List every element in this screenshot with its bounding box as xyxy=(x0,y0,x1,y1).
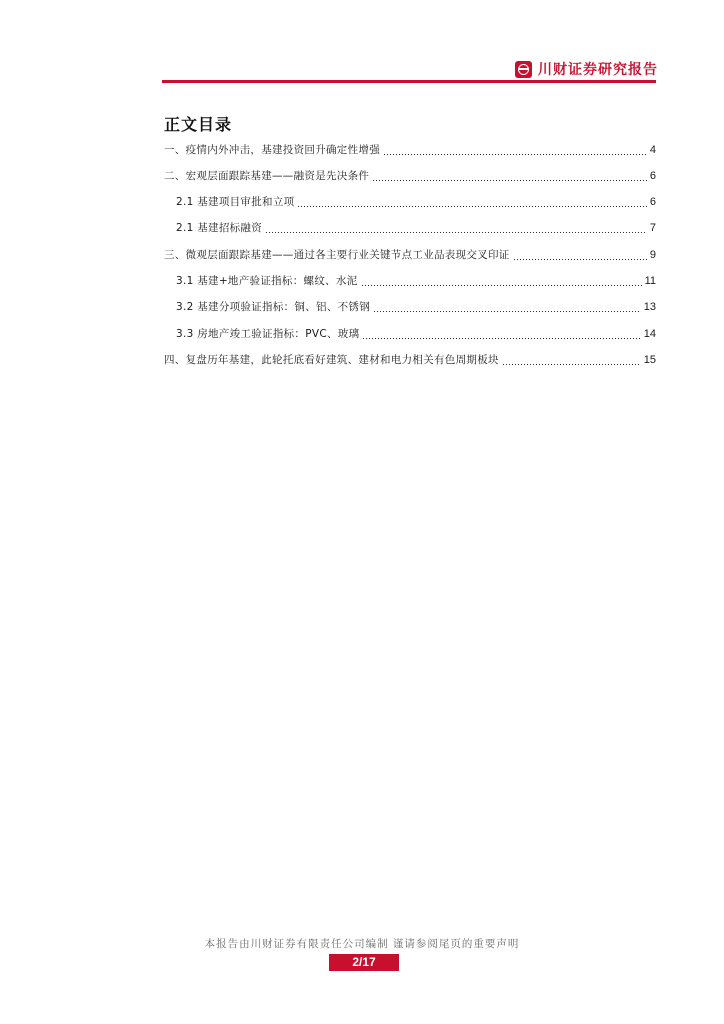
toc-entry-page: 7 xyxy=(649,222,656,234)
toc-entry-text: 3.2 基建分项验证指标：铜、铝、不锈钢 xyxy=(176,301,371,313)
toc-title: 正文目录 xyxy=(164,115,233,134)
toc-entry-text: 2.1 基建项目审批和立项 xyxy=(176,196,295,208)
toc-entry-3-1[interactable] xyxy=(176,273,656,289)
toc-leader-dots xyxy=(362,326,640,340)
toc-entry-text: 四、复盘历年基建，此轮托底看好建筑、建材和电力相关有色周期板块 xyxy=(164,354,499,366)
toc-entry-text: 二、宏观层面跟踪基建——融资是先决条件 xyxy=(164,170,370,182)
header-divider xyxy=(162,80,656,83)
toc-leader-dots xyxy=(265,220,647,234)
footer-disclaimer: 本报告由川财证券有限责任公司编制 谨请参阅尾页的重要声明 xyxy=(204,938,520,950)
toc-entry-page: 15 xyxy=(643,354,656,366)
toc-entry-3-3[interactable] xyxy=(176,326,656,342)
toc-entry-page: 14 xyxy=(643,328,656,340)
toc-entry-page: 6 xyxy=(649,196,656,208)
toc-entry-2-2[interactable] xyxy=(176,220,656,236)
toc-entry-1[interactable] xyxy=(164,142,656,158)
toc-entry-page: 11 xyxy=(644,275,656,287)
toc-entry-page: 9 xyxy=(649,249,656,261)
toc-leader-dots xyxy=(502,352,641,366)
toc-entry-page: 13 xyxy=(643,301,656,313)
toc-entry-page: 4 xyxy=(649,144,656,156)
toc-leader-dots xyxy=(361,273,642,287)
toc-entry-2[interactable] xyxy=(164,168,656,184)
brand-name: 川财证券研究报告 xyxy=(538,62,658,78)
toc-entry-4[interactable] xyxy=(164,352,656,368)
toc-leader-dots xyxy=(383,142,647,156)
toc-entry-text: 3.1 基建+地产验证指标：螺纹、水泥 xyxy=(176,275,358,287)
chuancai-logo-icon xyxy=(515,61,532,78)
toc-entry-3[interactable] xyxy=(164,247,656,263)
toc-leader-dots xyxy=(373,299,641,313)
toc-entry-2-1[interactable] xyxy=(176,194,656,210)
toc-leader-dots xyxy=(372,168,647,182)
toc-entry-text: 3.3 房地产竣工验证指标：PVC、玻璃 xyxy=(176,328,360,340)
toc-leader-dots xyxy=(513,247,647,261)
toc-entry-page: 6 xyxy=(649,170,656,182)
toc-entry-text: 三、微观层面跟踪基建——通过各主要行业关键节点工业品表现交叉印证 xyxy=(164,249,510,261)
toc-entry-3-2[interactable] xyxy=(176,299,656,315)
toc-entry-text: 2.1 基建招标融资 xyxy=(176,222,263,234)
toc-leader-dots xyxy=(297,194,646,208)
toc-entry-text: 一、疫情内外冲击，基建投资回升确定性增强 xyxy=(164,144,380,156)
page-number-badge: 2/17 xyxy=(329,954,399,971)
report-header-brand xyxy=(515,59,658,79)
